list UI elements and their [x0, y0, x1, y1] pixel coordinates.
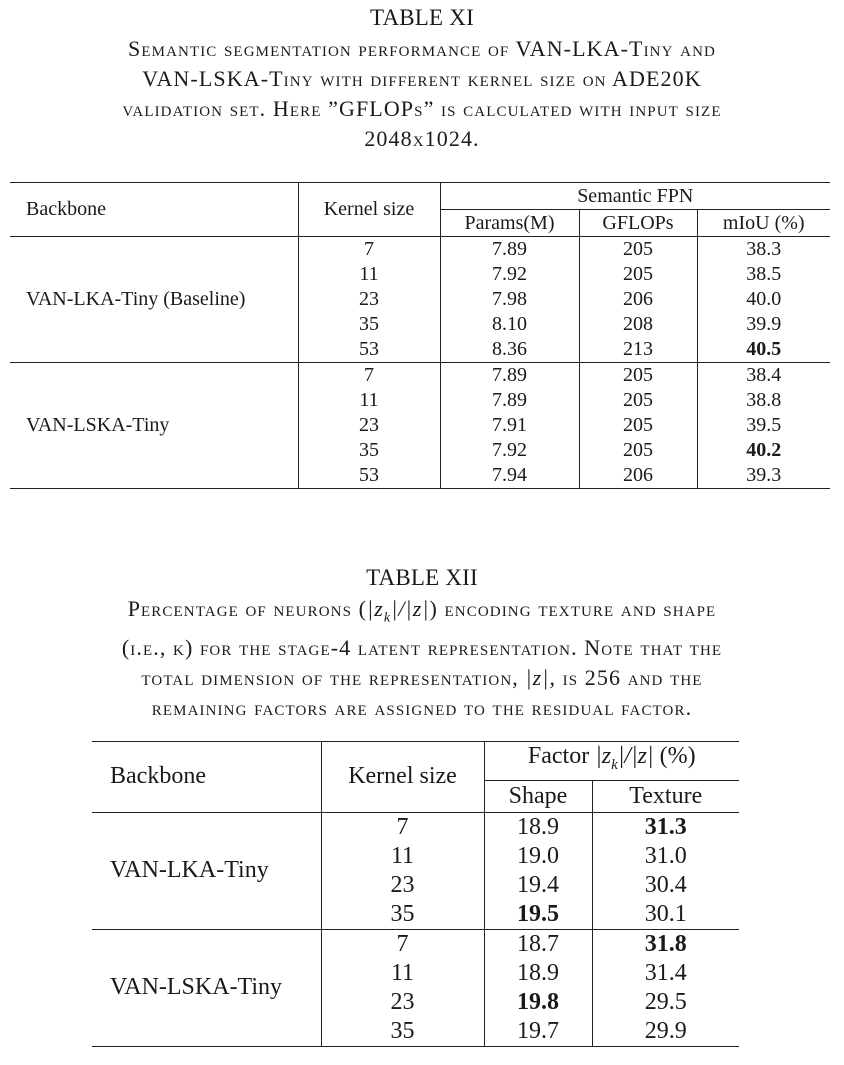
cell-miou: 39.3 [697, 463, 830, 489]
cell-shape: 18.7 [484, 929, 592, 959]
caption-line: total dimension of the representation, |z|, is 256 and the [141, 665, 703, 691]
cell-texture: 30.4 [644, 871, 687, 898]
caption-line: VAN-LSKA-Tiny with different kernel size on ADE20K [142, 66, 702, 91]
caption-line: (i.e., k) for the stage-4 latent representation. Note that the [121, 635, 723, 661]
header-params: Params(M) [440, 210, 579, 237]
header-backbone: Backbone [10, 183, 298, 237]
cell-params: 8.10 [440, 312, 579, 337]
cell-kernel: 35 [321, 900, 484, 930]
header-backbone: Backbone [92, 742, 321, 813]
cell-params: 7.89 [440, 237, 579, 263]
cell-miou: 40.0 [746, 288, 782, 310]
cell-miou: 38.3 [746, 238, 782, 260]
caption-line: remaining factors are assigned to the residual factor. [151, 695, 693, 721]
table-row [92, 929, 739, 959]
cell-gflops: 206 [579, 463, 697, 489]
header-semantic-fpn: Semantic FPN [440, 183, 830, 210]
cell-shape: 18.9 [484, 959, 592, 988]
cell-shape: 19.4 [484, 871, 592, 900]
cell-shape: 19.7 [484, 1017, 592, 1047]
header-shape: Shape [484, 780, 592, 812]
cell-miou: 38.5 [746, 263, 782, 285]
cell-kernel: 23 [321, 871, 484, 900]
cell-texture-best: 31.3 [644, 813, 687, 840]
cell-miou: 39.5 [746, 414, 782, 436]
cell-kernel: 35 [321, 1017, 484, 1047]
cell-shape: 19.0 [484, 842, 592, 871]
cell-params: 7.89 [440, 388, 579, 413]
header-kernel-size: Kernel size [321, 742, 484, 813]
header-texture: Texture [592, 780, 739, 812]
cell-params: 8.36 [440, 337, 579, 363]
cell-kernel: 53 [298, 463, 440, 489]
cell-gflops: 205 [579, 388, 697, 413]
row-backbone: VAN-LKA-Tiny (Baseline) [10, 237, 298, 363]
cell-miou: 39.9 [746, 313, 782, 335]
cell-gflops: 206 [579, 287, 697, 312]
cell-params: 7.94 [440, 463, 579, 489]
cell-miou: 38.8 [746, 389, 782, 411]
cell-gflops: 208 [579, 312, 697, 337]
header-factor: Factor $|z_k|/|z|$ (%) [484, 742, 739, 781]
cell-kernel: 23 [321, 988, 484, 1017]
cell-gflops: 205 [579, 237, 697, 263]
table-xii-caption [14, 594, 830, 723]
cell-shape-best: 19.5 [484, 900, 592, 930]
row-backbone: VAN-LSKA-Tiny [10, 363, 298, 489]
cell-kernel: 7 [298, 363, 440, 389]
cell-params: 7.98 [440, 287, 579, 312]
header-gflops: GFLOPs [579, 210, 697, 237]
header-kernel-size: Kernel size [298, 183, 440, 237]
caption-line: Percentage of neurons $(|z_k|/|z|)$ encoding texture and shape [127, 596, 717, 626]
cell-gflops: 205 [579, 413, 697, 438]
cell-kernel: 11 [321, 842, 484, 871]
table-xi [10, 182, 830, 489]
cell-miou: 38.4 [746, 364, 782, 386]
caption-line: validation set. Here ”GFLOPs” is calculated with input size [122, 96, 722, 121]
cell-kernel: 7 [298, 237, 440, 263]
cell-texture: 31.0 [644, 842, 687, 869]
cell-kernel: 7 [321, 929, 484, 959]
caption-line: 2048x1024. [364, 126, 480, 151]
cell-shape: 18.9 [484, 812, 592, 842]
cell-shape-best: 19.8 [484, 988, 592, 1017]
cell-params: 7.92 [440, 262, 579, 287]
cell-miou-best: 40.5 [697, 337, 830, 363]
cell-params: 7.91 [440, 413, 579, 438]
table-row [10, 363, 830, 389]
table-xii-label: TABLE XII [366, 565, 478, 590]
cell-texture-best: 31.8 [644, 930, 687, 957]
cell-kernel: 11 [321, 959, 484, 988]
cell-params: 7.92 [440, 438, 579, 463]
header-miou: mIoU (%) [697, 210, 830, 237]
cell-gflops: 205 [579, 363, 697, 389]
cell-kernel: 11 [298, 388, 440, 413]
table-row [10, 237, 830, 263]
row-backbone: VAN-LSKA-Tiny [92, 929, 321, 1046]
table-xi-caption [14, 34, 830, 154]
cell-texture: 29.9 [592, 1017, 739, 1047]
cell-params: 7.89 [440, 363, 579, 389]
table-xii [92, 741, 739, 1047]
cell-gflops: 205 [579, 438, 697, 463]
cell-gflops: 213 [579, 337, 697, 363]
cell-gflops: 205 [579, 262, 697, 287]
cell-kernel: 7 [321, 812, 484, 842]
row-backbone: VAN-LKA-Tiny [92, 812, 321, 929]
table-xi-label: TABLE XI [370, 5, 474, 30]
cell-kernel: 23 [298, 413, 440, 438]
cell-kernel: 23 [298, 287, 440, 312]
cell-kernel: 35 [298, 438, 440, 463]
cell-kernel: 35 [298, 312, 440, 337]
cell-kernel: 11 [298, 262, 440, 287]
cell-texture: 31.4 [644, 959, 687, 986]
table-row [92, 812, 739, 842]
cell-miou-best: 40.2 [746, 439, 782, 461]
caption-line: Semantic segmentation performance of VAN-LKA-Tiny and [128, 36, 716, 61]
cell-texture: 29.5 [644, 988, 687, 1015]
cell-texture: 30.1 [592, 900, 739, 930]
cell-kernel: 53 [298, 337, 440, 363]
